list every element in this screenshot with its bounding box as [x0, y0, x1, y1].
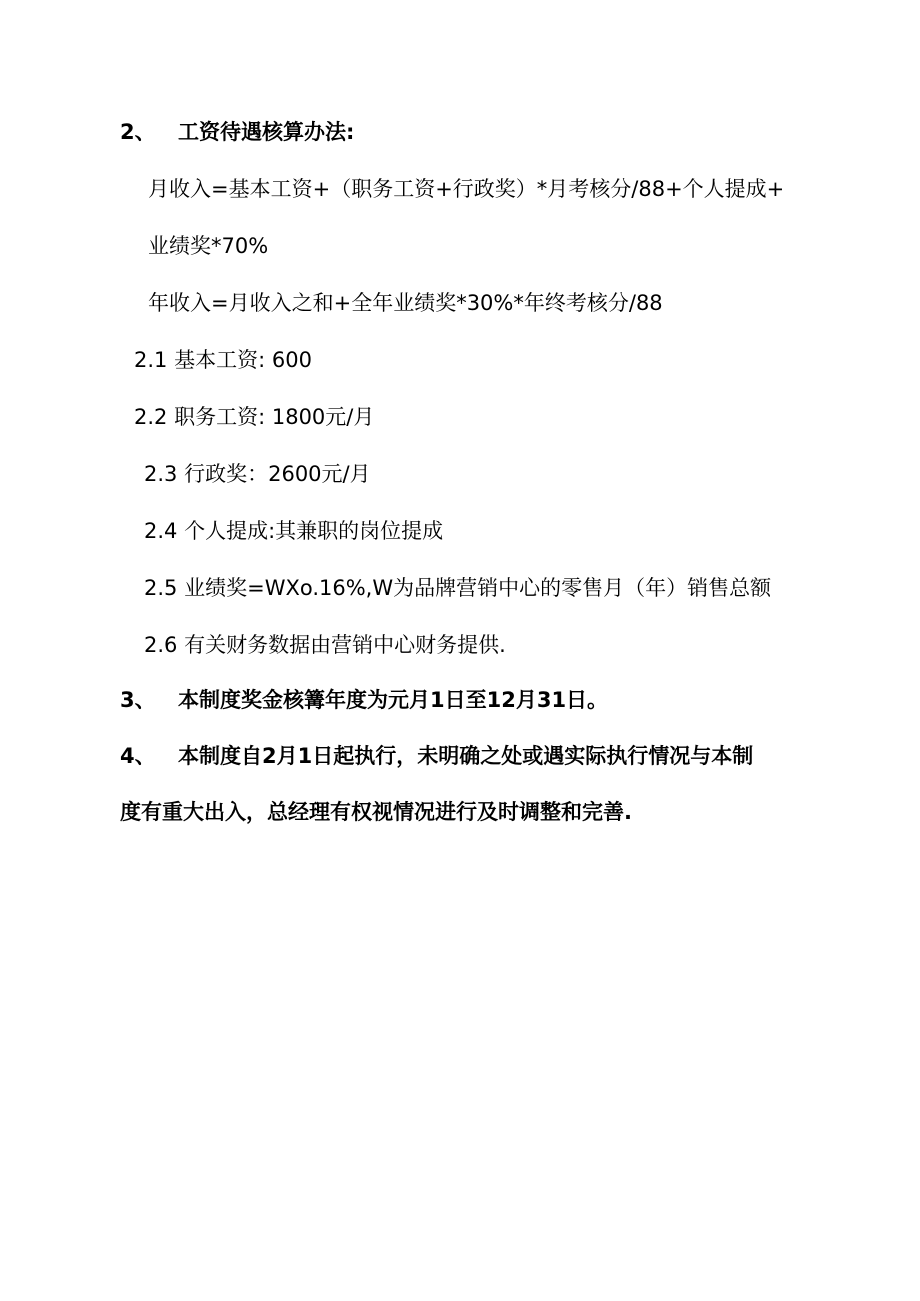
item-2-4	[144, 517, 443, 545]
item-2-6	[144, 631, 506, 659]
section-2-heading: 工资待遇核算办法:	[178, 120, 355, 144]
item-text: 行政奖：2600元/月	[184, 462, 371, 486]
item-2-1	[134, 346, 312, 374]
item-2-5	[144, 574, 771, 602]
item-number: 2.3	[144, 462, 178, 486]
section-3-text: 本制度奖金核篝年度为元月1日至12月31日。	[178, 688, 609, 712]
item-text: 职务工资: 1800元/月	[174, 405, 375, 429]
section-4-line2: 度有重大出入，总经理有权视情况进行及时调整和完善.	[120, 800, 632, 824]
item-number: 2.6	[144, 633, 178, 657]
item-text: 业绩奖=WXo.16%,W为品牌营销中心的零售月（年）销售总额	[184, 576, 772, 600]
section-3-line	[120, 686, 608, 714]
item-text: 有关财务数据由营销中心财务提供.	[184, 633, 506, 657]
section-4-line1	[120, 742, 753, 770]
section-2-number: 2、	[120, 120, 156, 144]
section-3-number: 3、	[120, 688, 156, 712]
item-text: 个人提成:其兼职的岗位提成	[184, 519, 444, 543]
annual-income-formula: 年收入=月收入之和+全年业绩奖*30%*年终考核分/88	[148, 291, 663, 315]
section-2-heading-line	[120, 118, 354, 146]
section-4-number: 4、	[120, 744, 156, 768]
section-4-text-line1: 本制度自2月1日起执行，未明确之处或遇实际执行情况与本制	[178, 744, 754, 768]
monthly-income-formula-line2: 业绩奖*70%	[148, 234, 269, 258]
item-2-2	[134, 403, 374, 431]
item-2-3	[144, 460, 371, 488]
item-text: 基本工资: 600	[174, 348, 312, 372]
item-number: 2.4	[144, 519, 178, 543]
item-number: 2.2	[134, 405, 168, 429]
item-number: 2.1	[134, 348, 168, 372]
monthly-income-formula-line1: 月收入=基本工资+（职务工资+行政奖）*月考核分/88+个人提成+	[148, 177, 785, 201]
item-number: 2.5	[144, 576, 178, 600]
